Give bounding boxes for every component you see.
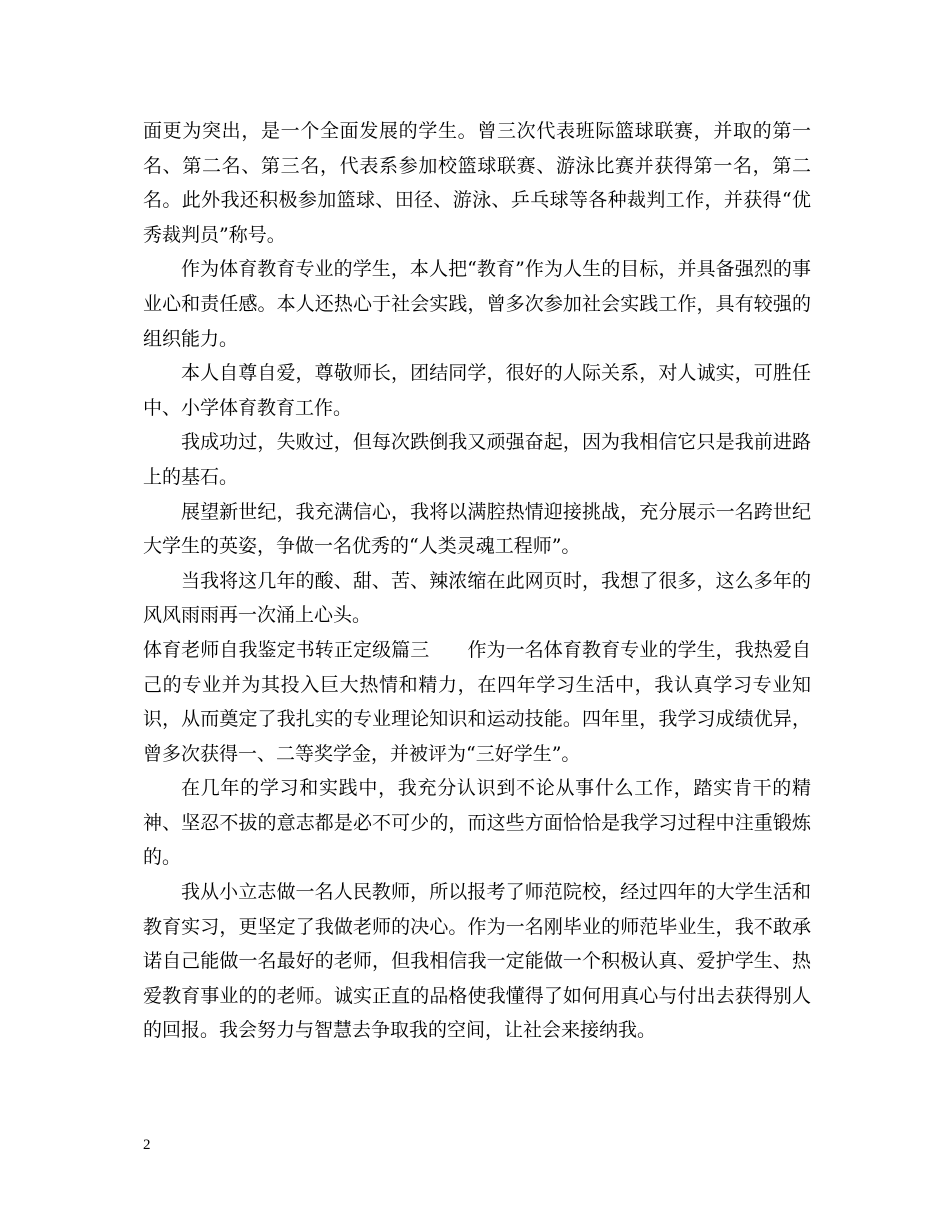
paragraph: 在几年的学习和实践中，我充分认识到不论从事什么工作，踏实肯干的精神、坚忍不拔的意志都是必不可少的，而这些方面恰恰是我学习过程中注重锻炼的。 — [143, 777, 811, 869]
document-body — [143, 114, 811, 1048]
section-intro-paragraph — [143, 633, 811, 771]
paragraph: 作为体育教育专业的学生，本人把“教育”作为人生的目标，并具备强烈的事业心和责任感。本人还热心于社会实践，曾多次参加社会实践工作，具有较强的组织能力。 — [143, 258, 811, 350]
paragraph-continued: 面更为突出，是一个全面发展的学生。曾三次代表班际篮球联赛，并取的第一名、第二名、第三名，代表系参加校篮球联赛、游泳比赛并获得第一名，第二名。此外我还积极参加篮球、田径、游泳、乒乓球等各种裁判工作，并获得“优秀裁判员”称号。 — [143, 120, 811, 246]
paragraph: 我从小立志做一名人民教师，所以报考了师范院校，经过四年的大学生活和教育实习，更坚定了我做老师的决心。作为一名刚毕业的师范毕业生，我不敢承诺自己能做一名最好的老师，但我相信我一定能做一个积极认真、爱护学生、热爱教育事业的的老师。诚实正直的品格使我懂得了如何用真心与付出去获得别人的回报。我会努力与智慧去争取我的空间，让社会来接纳我。 — [143, 881, 811, 1042]
page-number: 2 — [143, 1137, 151, 1153]
paragraph: 本人自尊自爱，尊敬师长，团结同学，很好的人际关系，对人诚实，可胜任中、小学体育教育工作。 — [143, 362, 811, 419]
paragraph: 我成功过，失败过，但每次跌倒我又顽强奋起，因为我相信它只是我前进路上的基石。 — [143, 431, 811, 488]
paragraph: 展望新世纪，我充满信心，我将以满腔热情迎接挑战，充分展示一名跨世纪大学生的英姿，争做一名优秀的“人类灵魂工程师”。 — [143, 500, 811, 558]
section-heading: 体育老师自我鉴定书转正定级篇三 — [143, 638, 430, 661]
paragraph: 当我将这几年的酸、甜、苦、辣浓缩在此网页时，我想了很多，这么多年的风风雨雨再一次涌上心头。 — [143, 569, 811, 627]
section-first-paragraph: 作为一名体育教育专业的学生，我热爱自己的专业并为其投入巨大热情和精力，在四年学习生活中，我认真学习专业知识，从而奠定了我扎实的专业理论知识和运动技能。四年里，我学习成绩优异，曾多次获得一、二等奖学金，并被评为“三好学生”。 — [143, 638, 811, 765]
